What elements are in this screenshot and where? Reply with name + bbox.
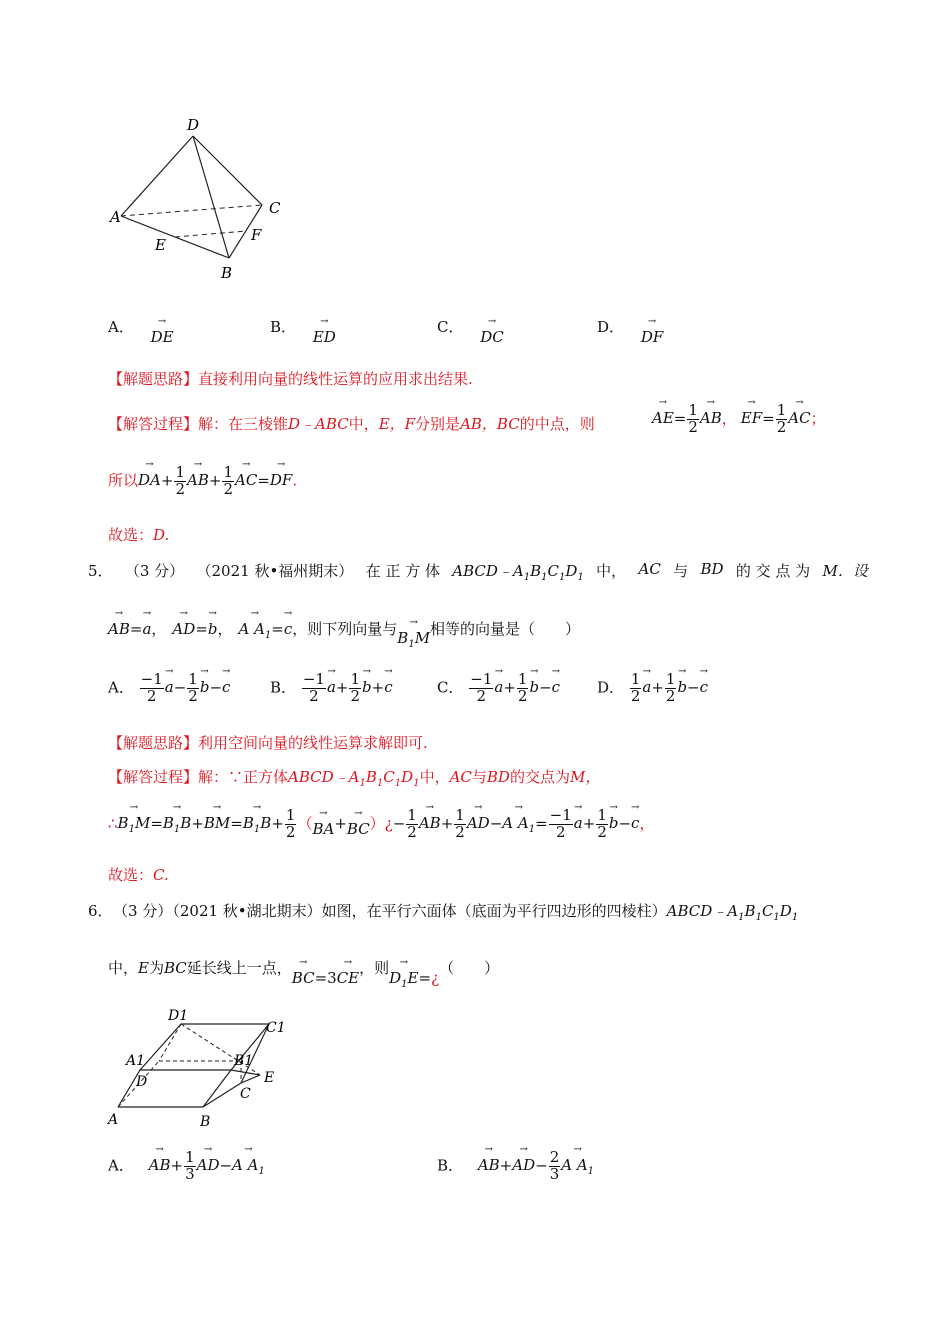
q5-option-d[interactable]: D． $\frac{1}{2}$ → a+ $\frac{1}{2}$ → b−→ c xyxy=(597,672,708,705)
q5-answer: 故选：C. xyxy=(108,866,169,884)
parallelepiped-figure xyxy=(100,1000,300,1135)
q4-option-a[interactable]: A． → DE xyxy=(108,316,174,337)
label-d2: D xyxy=(136,1074,148,1090)
q5-stem-line2: → AB=→ a，→ AD=→ b，→ A $A_1=\to c$，则下列向量与→ $B_1M$相等的向量是（ ） xyxy=(108,618,580,641)
label-a: A xyxy=(110,208,121,226)
q5-option-b[interactable]: B． $\frac{-1}{2}$ → a+ $\frac{1}{2}$ → b+→ c xyxy=(270,672,393,705)
label-d1: D1 xyxy=(168,1008,189,1024)
q6-option-b[interactable]: B． → AB+→ AD− $\frac{2}{3}$ → A $A_1$ xyxy=(437,1150,594,1183)
q4-formula-ae-ef: → AE= $\frac{1}{2}$ → AB，→ EF= $\frac{1}{2}$ → AC； xyxy=(652,403,826,436)
q4-option-c[interactable]: C． → DC xyxy=(437,316,504,337)
q4-option-d[interactable]: D． → DF xyxy=(597,316,663,337)
q6-stem-line1: 6． （3 分）（2021 秋•湖北期末）如图，在平行六面体（底面为平行四边形的四棱柱）$ABCD﹣A_1B_1C_1D_1$ xyxy=(88,902,799,923)
label-c: C xyxy=(269,199,281,217)
label-d: D xyxy=(187,116,200,134)
label-b2: B xyxy=(200,1114,211,1130)
label-e: E xyxy=(155,236,166,254)
q5-stem-line1: 5． （3 分） （2021 秋•福州期末） 在 正 方 体 $ABCD﹣A_1B_1C_1D_1$ 中， AC 与 BD 的 交 点 为 M．设 xyxy=(88,560,868,583)
label-c2: C xyxy=(240,1086,251,1102)
q5-cube-label: $ABCD﹣A_1B_1C_1D_1$ xyxy=(452,562,584,583)
label-b: B xyxy=(221,264,233,282)
q4-formula-sum: 所以→ DA+ $\frac{1}{2}$ → AB+ $\frac{1}{2}$ → AC=→ DF. xyxy=(108,465,297,498)
label-f: F xyxy=(251,226,262,244)
label-a2: A xyxy=(108,1112,119,1128)
q4-answer: 故选：D. xyxy=(108,526,170,544)
label-c1: C1 xyxy=(266,1020,286,1036)
q5-formula-derivation: ∴→ $B_1M=\to B_1B+\to BM=\to B_1B+$ $\frac{1}{2}$ （→ BA+→ BC）¿− $\frac{1}{2}$ → AB+ $\frac{1}{2}$ → AD−→ A $A_1=$ $\frac{-1}{2}$ → a+ $\frac{1}{2}$ → b−→ c， xyxy=(108,808,654,841)
q4-solution-process: 【解答过程】解：在三棱锥D﹣ABC中，E，F分别是AB，BC的中点，则 xyxy=(108,415,595,433)
q5-option-a[interactable]: A． $\frac{-1}{2}$ → a− $\frac{1}{2}$ → b−→ c xyxy=(108,672,230,705)
q5-solution-process: 【解答过程】解：∵正方体$ABCD﹣A_1B_1C_1D_1$中，AC与BD的交点为M， xyxy=(108,768,601,789)
label-b1: B1 xyxy=(234,1053,254,1069)
q5-solution-idea: 【解题思路】利用空间向量的线性运算求解即可. xyxy=(108,734,428,752)
q6-option-a[interactable]: A． → AB+ $\frac{1}{3}$ → AD−→ A $A_1$ xyxy=(108,1150,265,1183)
q5-option-c[interactable]: C． $\frac{-1}{2}$ → a+ $\frac{1}{2}$ → b−→ c xyxy=(437,672,560,705)
q4-option-b[interactable]: B． → ED xyxy=(270,316,336,337)
q4-solution-idea: 【解题思路】直接利用向量的线性运算的应用求出结果. xyxy=(108,370,473,388)
tetrahedron-figure xyxy=(105,110,305,285)
q6-stem-line2: 中，E为BC延长线上一点，→ BC=3→ CE，则→ $D_1E=¿$（ ） xyxy=(108,957,499,980)
label-e2: E xyxy=(264,1070,275,1086)
label-a1: A1 xyxy=(126,1053,146,1069)
